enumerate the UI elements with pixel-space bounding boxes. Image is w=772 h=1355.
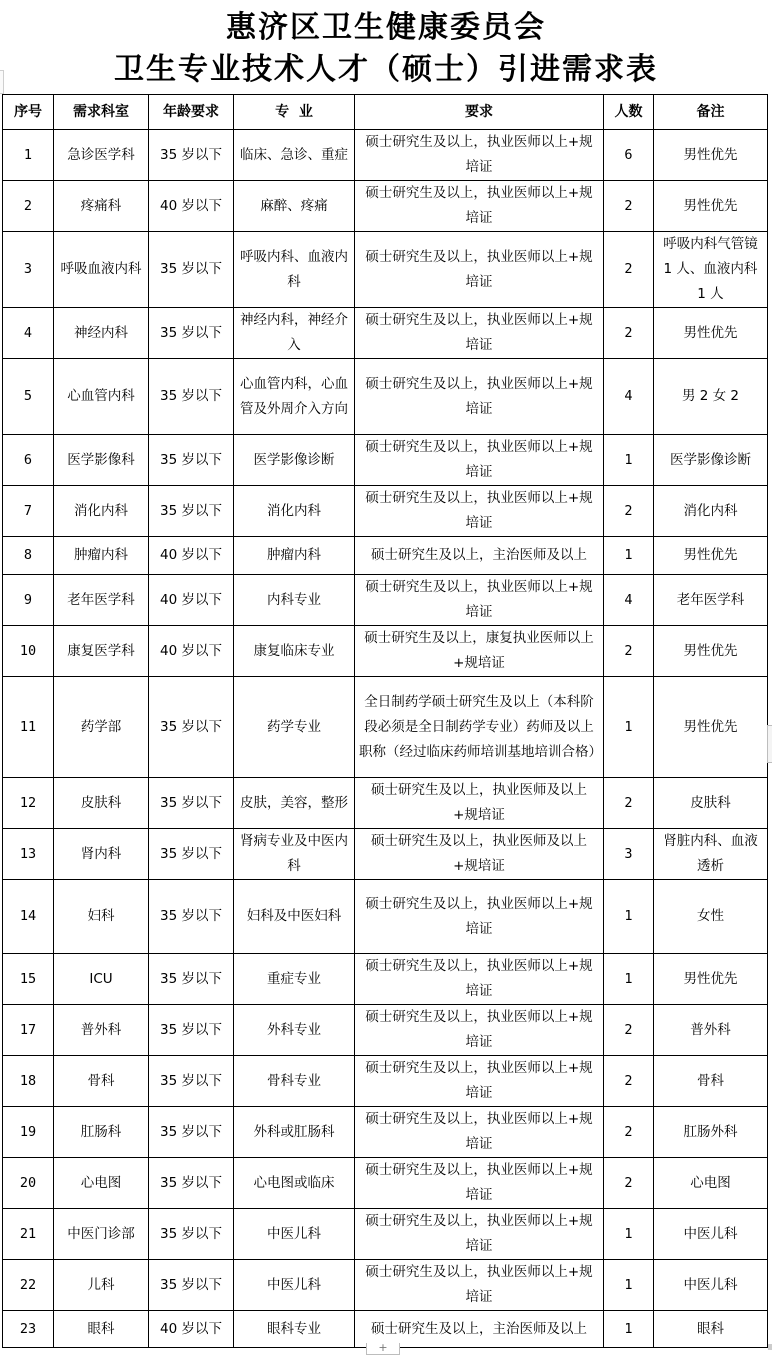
table-row: [3, 1158, 768, 1209]
row-note: 老年医学科: [654, 575, 768, 626]
row-note: 呼吸内科气管镜 1 人、血液内科 1 人: [654, 232, 768, 308]
row-age: 35 岁以下: [149, 1158, 234, 1209]
row-requirement: 硕士研究生及以上，执业医师以上+规培证: [355, 130, 604, 181]
row-dept: 心电图: [54, 1158, 149, 1209]
header-note: 备注: [654, 95, 768, 130]
row-count: 1: [604, 880, 654, 954]
row-count: 2: [604, 308, 654, 359]
row-requirement: 全日制药学硕士研究生及以上（本科阶段必须是全日制药学专业）药师及以上职称（经过临床药师培训基地培训合格）: [355, 677, 604, 778]
header-count: 人数: [604, 95, 654, 130]
row-requirement: 硕士研究生及以上，执业医师以上+规培证: [355, 1005, 604, 1056]
row-note: 男性优先: [654, 954, 768, 1005]
row-no: 12: [3, 778, 54, 829]
table-row: [3, 232, 768, 308]
row-no: 7: [3, 486, 54, 537]
row-age: 40 岁以下: [149, 181, 234, 232]
row-major: 骨科专业: [234, 1056, 355, 1107]
row-age: 40 岁以下: [149, 626, 234, 677]
row-major: 神经内科，神经介入: [234, 308, 355, 359]
row-major: 肿瘤内科: [234, 537, 355, 575]
row-age: 35 岁以下: [149, 232, 234, 308]
table-row: [3, 677, 768, 778]
table-resize-handle[interactable]: [768, 1344, 772, 1350]
row-count: 1: [604, 677, 654, 778]
row-no: 23: [3, 1311, 54, 1348]
row-major: 呼吸内科、血液内科: [234, 232, 355, 308]
row-no: 17: [3, 1005, 54, 1056]
header-age: 年龄要求: [149, 95, 234, 130]
row-count: 6: [604, 130, 654, 181]
row-age: 40 岁以下: [149, 1311, 234, 1348]
row-age: 35 岁以下: [149, 829, 234, 880]
row-major: 医学影像诊断: [234, 435, 355, 486]
row-no: 3: [3, 232, 54, 308]
row-dept: 医学影像科: [54, 435, 149, 486]
row-note: 男性优先: [654, 677, 768, 778]
row-note: 消化内科: [654, 486, 768, 537]
row-dept: 肿瘤内科: [54, 537, 149, 575]
row-count: 2: [604, 1107, 654, 1158]
row-no: 18: [3, 1056, 54, 1107]
row-requirement: 硕士研究生及以上，执业医师以上+规培证: [355, 1056, 604, 1107]
table-row: [3, 130, 768, 181]
row-count: 2: [604, 1158, 654, 1209]
row-requirement: 硕士研究生及以上，执业医师以上+规培证: [355, 1158, 604, 1209]
row-major: 外科或肛肠科: [234, 1107, 355, 1158]
row-note: 普外科: [654, 1005, 768, 1056]
row-count: 2: [604, 626, 654, 677]
row-no: 11: [3, 677, 54, 778]
row-requirement: 硕士研究生及以上，执业医师以上+规培证: [355, 954, 604, 1005]
row-count: 2: [604, 486, 654, 537]
row-note: 肛肠外科: [654, 1107, 768, 1158]
row-major: 中医儿科: [234, 1260, 355, 1311]
add-row-button[interactable]: +: [366, 1343, 400, 1355]
table-body: [3, 130, 768, 1348]
row-no: 5: [3, 359, 54, 435]
row-major: 中医儿科: [234, 1209, 355, 1260]
table-move-handle[interactable]: [0, 70, 4, 94]
row-dept: 眼科: [54, 1311, 149, 1348]
table-row: [3, 181, 768, 232]
row-major: 消化内科: [234, 486, 355, 537]
document-subtitle: 卫生专业技术人才（硕士）引进需求表: [114, 52, 658, 87]
row-dept: 骨科: [54, 1056, 149, 1107]
row-no: 20: [3, 1158, 54, 1209]
table-row: [3, 1056, 768, 1107]
table-row: [3, 435, 768, 486]
row-age: 40 岁以下: [149, 575, 234, 626]
header-no: 序号: [3, 95, 54, 130]
row-major: 心血管内科，心血管及外周介入方向: [234, 359, 355, 435]
row-dept: 肛肠科: [54, 1107, 149, 1158]
row-requirement: 硕士研究生及以上，康复执业医师以上+规培证: [355, 626, 604, 677]
table-row: [3, 537, 768, 575]
row-dept: 妇科: [54, 880, 149, 954]
row-dept: 康复医学科: [54, 626, 149, 677]
row-count: 1: [604, 1209, 654, 1260]
table-row: [3, 486, 768, 537]
row-no: 10: [3, 626, 54, 677]
row-requirement: 硕士研究生及以上，执业医师以上+规培证: [355, 1107, 604, 1158]
row-no: 22: [3, 1260, 54, 1311]
row-age: 35 岁以下: [149, 1209, 234, 1260]
row-no: 6: [3, 435, 54, 486]
row-note: 中医儿科: [654, 1209, 768, 1260]
row-requirement: 硕士研究生及以上，主治医师及以上: [355, 537, 604, 575]
row-count: 2: [604, 1056, 654, 1107]
table-row: [3, 1107, 768, 1158]
row-note: 肾脏内科、血液透析: [654, 829, 768, 880]
row-count: 1: [604, 1311, 654, 1348]
row-dept: 急诊医学科: [54, 130, 149, 181]
row-no: 8: [3, 537, 54, 575]
row-count: 2: [604, 181, 654, 232]
row-age: 35 岁以下: [149, 880, 234, 954]
row-major: 麻醉、疼痛: [234, 181, 355, 232]
row-count: 4: [604, 575, 654, 626]
row-age: 35 岁以下: [149, 1005, 234, 1056]
row-note: 中医儿科: [654, 1260, 768, 1311]
row-age: 35 岁以下: [149, 677, 234, 778]
row-age: 35 岁以下: [149, 308, 234, 359]
row-major: 重症专业: [234, 954, 355, 1005]
row-major: 康复临床专业: [234, 626, 355, 677]
row-requirement: 硕士研究生及以上，执业医师以上+规培证: [355, 575, 604, 626]
row-major: 妇科及中医妇科: [234, 880, 355, 954]
header-requirement: 要求: [355, 95, 604, 130]
row-dept: 中医门诊部: [54, 1209, 149, 1260]
row-dept: 心血管内科: [54, 359, 149, 435]
header-dept: 需求科室: [54, 95, 149, 130]
row-age: 35 岁以下: [149, 359, 234, 435]
row-requirement: 硕士研究生及以上，执业医师及以上+规培证: [355, 778, 604, 829]
row-dept: 儿科: [54, 1260, 149, 1311]
row-age: 35 岁以下: [149, 486, 234, 537]
row-no: 15: [3, 954, 54, 1005]
row-dept: 老年医学科: [54, 575, 149, 626]
row-no: 1: [3, 130, 54, 181]
row-dept: 消化内科: [54, 486, 149, 537]
row-major: 肾病专业及中医内科: [234, 829, 355, 880]
table-row: [3, 626, 768, 677]
table-row: [3, 954, 768, 1005]
row-note: 男性优先: [654, 308, 768, 359]
table-row: [3, 829, 768, 880]
document-title: 惠济区卫生健康委员会: [226, 10, 546, 45]
row-note: 医学影像诊断: [654, 435, 768, 486]
row-no: 13: [3, 829, 54, 880]
row-age: 35 岁以下: [149, 778, 234, 829]
row-note: 女性: [654, 880, 768, 954]
table-row: [3, 1209, 768, 1260]
row-age: 35 岁以下: [149, 954, 234, 1005]
row-age: 35 岁以下: [149, 435, 234, 486]
row-requirement: 硕士研究生及以上，执业医师及以上+规培证: [355, 829, 604, 880]
row-age: 35 岁以下: [149, 1056, 234, 1107]
row-note: 骨科: [654, 1056, 768, 1107]
header-major: 专 业: [234, 95, 355, 130]
row-requirement: 硕士研究生及以上，执业医师以上+规培证: [355, 1209, 604, 1260]
table-header-row: [3, 95, 768, 130]
row-note: 男 2 女 2: [654, 359, 768, 435]
row-dept: 疼痛科: [54, 181, 149, 232]
row-major: 外科专业: [234, 1005, 355, 1056]
row-dept: 神经内科: [54, 308, 149, 359]
row-count: 2: [604, 1005, 654, 1056]
row-requirement: 硕士研究生及以上，执业医师以上+规培证: [355, 232, 604, 308]
table-row: [3, 359, 768, 435]
row-dept: 肾内科: [54, 829, 149, 880]
row-count: 2: [604, 232, 654, 308]
table-row: [3, 575, 768, 626]
row-count: 1: [604, 954, 654, 1005]
row-note: 男性优先: [654, 537, 768, 575]
row-major: 眼科专业: [234, 1311, 355, 1348]
row-major: 药学专业: [234, 677, 355, 778]
table-row: [3, 1260, 768, 1311]
row-no: 19: [3, 1107, 54, 1158]
row-requirement: 硕士研究生及以上，执业医师以上+规培证: [355, 181, 604, 232]
row-note: 男性优先: [654, 626, 768, 677]
row-count: 4: [604, 359, 654, 435]
requirements-table: [2, 94, 768, 1348]
row-requirement: 硕士研究生及以上，执业医师以上+规培证: [355, 1260, 604, 1311]
row-note: 心电图: [654, 1158, 768, 1209]
table-row: [3, 778, 768, 829]
row-no: 4: [3, 308, 54, 359]
row-dept: 药学部: [54, 677, 149, 778]
row-no: 2: [3, 181, 54, 232]
row-requirement: 硕士研究生及以上，执业医师以上+规培证: [355, 435, 604, 486]
row-dept: ICU: [54, 954, 149, 1005]
table-row: [3, 880, 768, 954]
row-note: 皮肤科: [654, 778, 768, 829]
row-no: 14: [3, 880, 54, 954]
row-requirement: 硕士研究生及以上，执业医师以上+规培证: [355, 359, 604, 435]
row-note: 男性优先: [654, 181, 768, 232]
row-count: 2: [604, 778, 654, 829]
row-requirement: 硕士研究生及以上，执业医师以上+规培证: [355, 308, 604, 359]
row-major: 皮肤，美容，整形: [234, 778, 355, 829]
row-count: 1: [604, 537, 654, 575]
row-requirement: 硕士研究生及以上，执业医师以上+规培证: [355, 880, 604, 954]
row-age: 35 岁以下: [149, 130, 234, 181]
row-age: 35 岁以下: [149, 1107, 234, 1158]
row-requirement: 硕士研究生及以上，主治医师及以上: [355, 1311, 604, 1348]
row-major: 内科专业: [234, 575, 355, 626]
row-no: 21: [3, 1209, 54, 1260]
row-major: 心电图或临床: [234, 1158, 355, 1209]
row-dept: 皮肤科: [54, 778, 149, 829]
row-note: 眼科: [654, 1311, 768, 1348]
row-major: 临床、急诊、重症: [234, 130, 355, 181]
row-no: 9: [3, 575, 54, 626]
table-row: [3, 308, 768, 359]
table-row: [3, 1005, 768, 1056]
row-note: 男性优先: [654, 130, 768, 181]
row-count: 3: [604, 829, 654, 880]
row-age: 35 岁以下: [149, 1260, 234, 1311]
page-scroll-handle[interactable]: [767, 725, 772, 763]
row-dept: 呼吸血液内科: [54, 232, 149, 308]
row-age: 40 岁以下: [149, 537, 234, 575]
row-dept: 普外科: [54, 1005, 149, 1056]
row-count: 1: [604, 1260, 654, 1311]
row-count: 1: [604, 435, 654, 486]
row-requirement: 硕士研究生及以上，执业医师以上+规培证: [355, 486, 604, 537]
